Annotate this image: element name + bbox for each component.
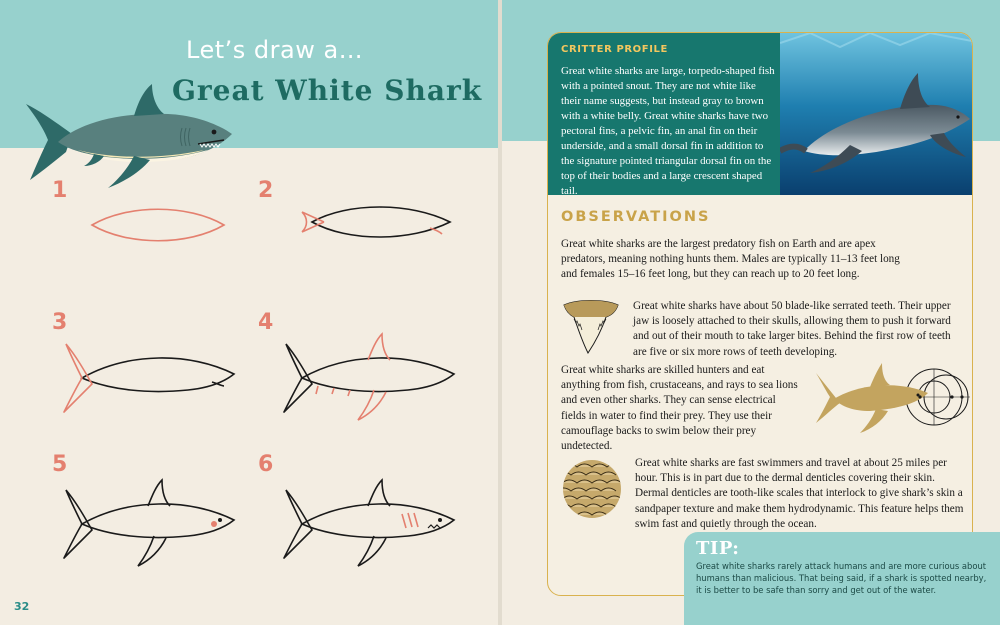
page-title: Great White Shark	[172, 74, 483, 107]
dermal-denticles-icon	[562, 459, 622, 519]
step-4-drawing	[278, 330, 468, 424]
info-panel	[547, 32, 973, 596]
step-number-2: 2	[258, 178, 274, 203]
step-1-drawing	[88, 200, 228, 250]
critter-profile-box	[548, 33, 780, 195]
observation-paragraph-2: Great white sharks have about 50 blade-like serrated teeth. Their upper jaw is loosely attached to their skulls, allowing them to push it forward and out of their mouth to take larger bites. Behind the first row of teeth are five or six more rows of teeth developing.	[633, 300, 951, 358]
right-page	[502, 0, 1000, 625]
step-number-1: 1	[52, 178, 68, 203]
page-number: 32	[14, 600, 30, 613]
step-number-3: 3	[52, 310, 68, 335]
step-2-drawing	[298, 198, 458, 250]
step-3-drawing	[58, 340, 242, 416]
tip-heading: TIP:	[696, 538, 740, 559]
shark-tooth-icon	[558, 297, 624, 357]
left-page	[0, 0, 498, 625]
critter-profile-text: Great white sharks are large, torpedo-shaped fish with a pointed snout. They are not white like their name suggests, but instead gray to brown with a white belly. Great white sharks have two pectoral fins, a pelvic fin, an anal fin on their underside, and a small dorsal fin in addition to the signature pointed triangular dorsal fin on the top of their bodies and a large crescent shaped tail.	[561, 65, 775, 197]
observations-heading: OBSERVATIONS	[561, 209, 711, 225]
step-6-drawing	[278, 472, 468, 572]
great-white-shark-illustration	[18, 82, 240, 190]
shark-photo	[780, 33, 972, 195]
tip-text: Great white sharks rarely attack humans and are more curious about humans than malicious. That being said, if a shark is spotted nearby, it is better to be safe than sorry and get out of the water.	[696, 561, 987, 595]
step-number-6: 6	[258, 452, 274, 477]
critter-profile-heading: CRITTER PROFILE	[561, 44, 668, 55]
observation-paragraph-1: Great white sharks are the largest predatory fish on Earth and are apex predators, meaning nothing hunts them. Males are typically 11–13 feet long and females 15–16 feet long, but they can reach up to 20 feet long.	[561, 238, 900, 281]
observation-paragraph-3: Great white sharks are skilled hunters and eat anything from fish, crustaceans, and rays to sea lions and even other sharks. They can sense electrical fields in water to find their prey. They use their camouflage backs to swim below their prey undetected.	[561, 364, 798, 453]
step-5-drawing	[58, 472, 242, 572]
step-number-4: 4	[258, 310, 274, 335]
observation-paragraph-4: Great white sharks are fast swimmers and travel at about 25 miles per hour. This is in part due to the dermal denticles covering their skin. Dermal denticles are tooth-like scales that interlock to give shark’s skin a sandpaper texture and make them hydrodynamic. This feature helps them swim fast and quietly through the ocean.	[635, 457, 964, 530]
step-number-5: 5	[52, 452, 68, 477]
lets-draw-heading: Let’s draw a…	[186, 36, 364, 64]
electroreception-diagram	[810, 359, 972, 437]
tip-box	[684, 532, 1000, 625]
